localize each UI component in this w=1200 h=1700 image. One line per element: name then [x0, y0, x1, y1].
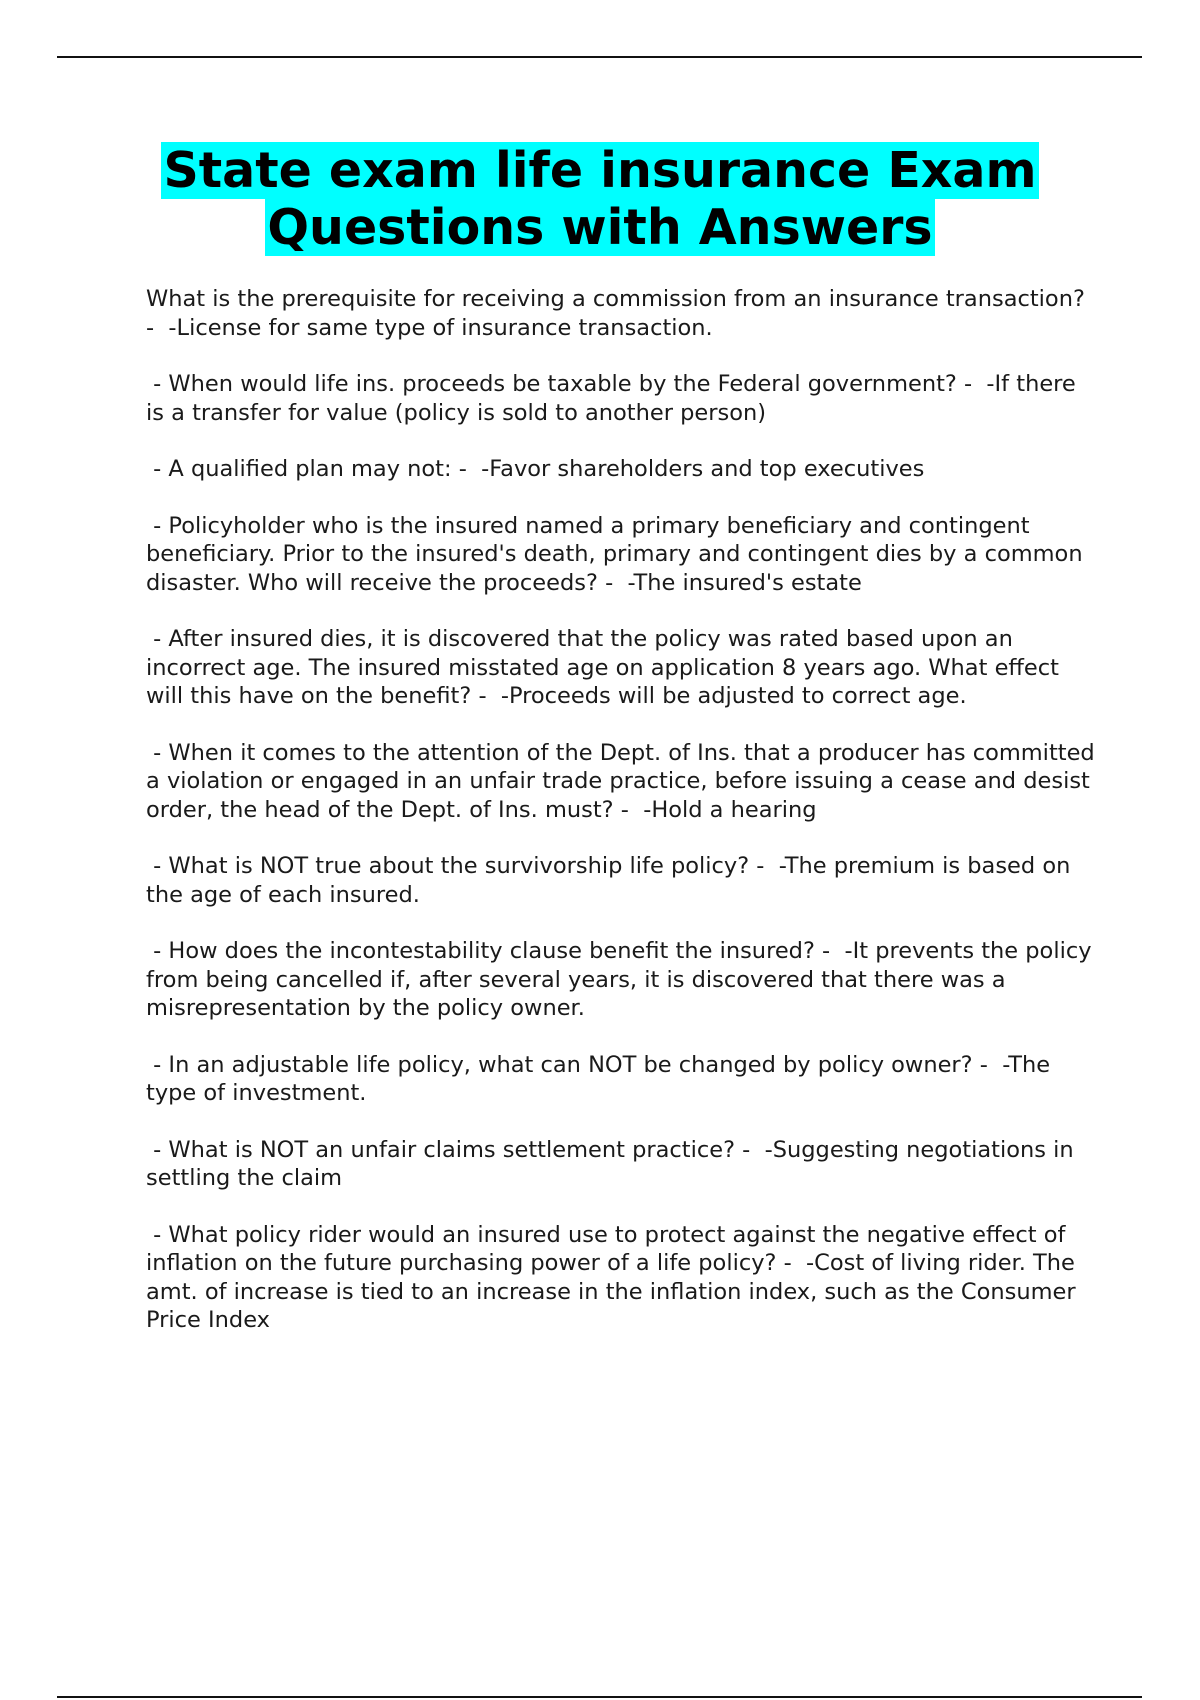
- qa-item: - How does the incontestability clause benefit the insured? - -It prevents the policy from being cancelled if, after several years, it is discovered that there was a misrepresentation by the policy owner.: [146, 938, 1099, 1021]
- qa-item: - When would life ins. proceeds be taxable by the Federal government? - -If there is a transfer for value (policy is sold to another person): [146, 371, 1083, 426]
- title-line-1: State exam life insurance Exam: [163, 142, 1037, 199]
- qa-item: - In an adjustable life policy, what can NOT be changed by policy owner? - -The type of investment.: [146, 1051, 1058, 1106]
- qa-item: What is the prerequisite for receiving a commission from an insurance transaction? - -License for same type of insurance transaction.: [146, 286, 1093, 341]
- qa-list: [146, 285, 1102, 1363]
- top-rule: [57, 56, 1142, 58]
- qa-item: - A qualified plan may not: - -Favor shareholders and top executives: [146, 456, 925, 482]
- qa-item: - Policyholder who is the insured named a primary beneficiary and contingent beneficiary. Prior to the insured's death, primary and contingent dies by a common disaster. Who will receive the proceeds? - -The insured's estate: [146, 512, 1090, 596]
- page-title: [0, 142, 1200, 256]
- qa-item: - What policy rider would an insured use to protect against the negative effect of inflation on the future purchasing power of a life policy? - -Cost of living rider. The amt. of increase is tied to an increase in the inflation index, such as the Consumer Price Index: [146, 1221, 1083, 1333]
- qa-item: - When it comes to the attention of the Dept. of Ins. that a producer has committed a violation or engaged in an unfair trade practice, before issuing a cease and desist order, the head of the Dept. of Ins. must? - -Hold a hearing: [146, 739, 1102, 823]
- title-line-2: Questions with Answers: [267, 199, 933, 256]
- qa-item: - What is NOT an unfair claims settlement practice? - -Suggesting negotiations in settling the claim: [146, 1136, 1081, 1191]
- bottom-rule: [57, 1696, 1142, 1698]
- qa-item: - After insured dies, it is discovered that the policy was rated based upon an incorrect age. The insured misstated age on application 8 years ago. What effect will this have on the benefit? - -Proceeds will be adjusted to correct age.: [146, 626, 1067, 709]
- qa-item: - What is NOT true about the survivorship life policy? - -The premium is based on the age of each insured.: [146, 853, 1078, 908]
